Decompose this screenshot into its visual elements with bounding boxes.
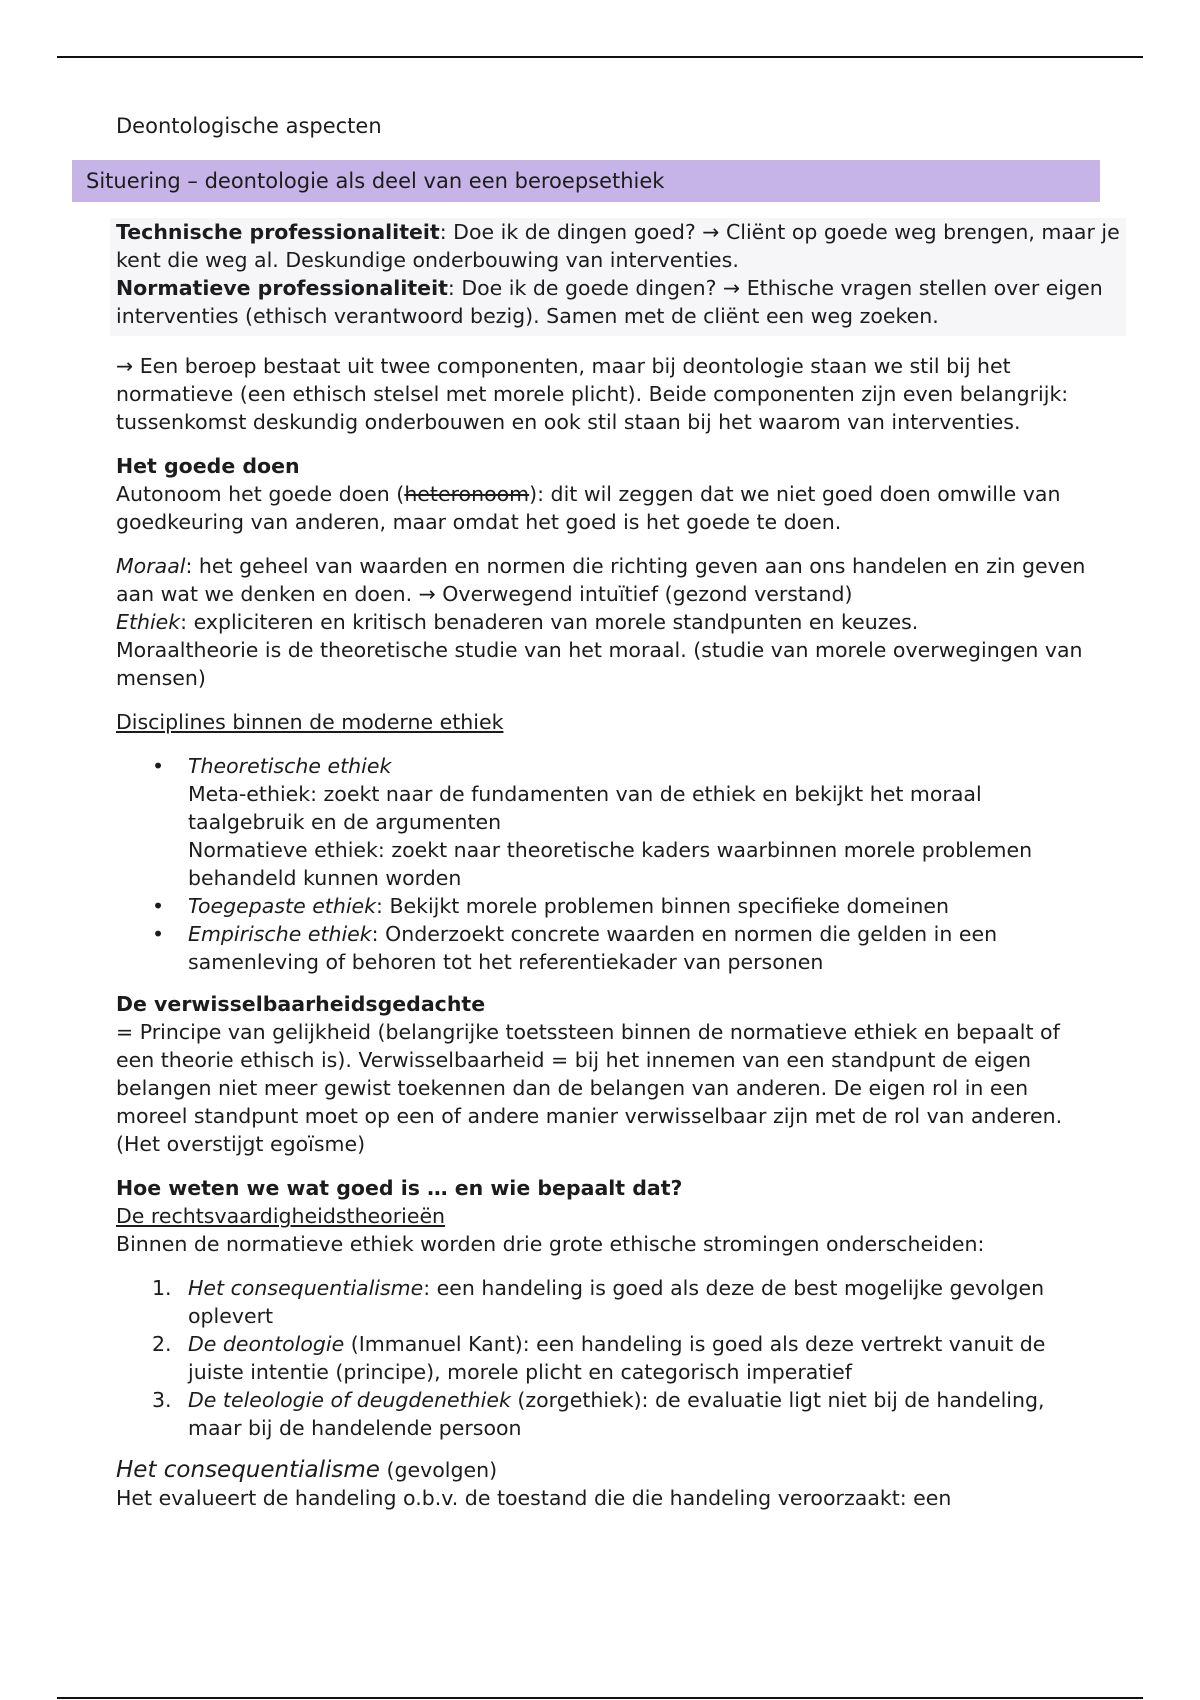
moraaltheorie-text: Moraaltheorie is de theoretische studie van het moraal. (studie van morele overwegingen van mensen) — [116, 638, 1083, 690]
list-item — [116, 752, 1096, 892]
goede-doen-heading: Het goede doen — [116, 454, 300, 478]
hoe-heading: Hoe weten we wat goed is … en wie bepaalt dat? — [116, 1176, 683, 1200]
term: Moraal — [116, 554, 186, 578]
definition: : een handeling is goed als deze de best mogelijke gevolgen oplevert — [188, 1276, 1045, 1328]
rechts-paragraph: Binnen de normatieve ethiek worden drie grote ethische stromingen onderscheiden: — [116, 1232, 985, 1256]
definition: : Onderzoekt concrete waarden en normen die gelden in een samenleving of behoren tot het referentiekader van personen — [188, 922, 998, 974]
text-part: Autonoom het goede doen ( — [116, 482, 405, 506]
technische-professionaliteit — [116, 218, 1126, 274]
term: Technische professionaliteit — [116, 220, 440, 244]
rechts-heading: De rechtsvaardigheidstheorieën — [116, 1204, 446, 1228]
disciplines-list — [116, 752, 1096, 976]
normatieve-professionaliteit — [116, 274, 1126, 330]
list-item — [116, 1330, 1096, 1386]
beroep-paragraph: → Een beroep bestaat uit twee componenten, maar bij deontologie staan we stil bij het normatieve (een ethisch stelsel met morele plicht). Beide componenten zijn even belangrijk: tussenkomst deskundig onderbouwen en ook stil staan bij het waarom van interventies. — [116, 354, 1069, 434]
suffix: (gevolgen) — [379, 1458, 498, 1482]
list-item — [116, 1274, 1096, 1330]
consequentialisme-heading — [116, 1456, 1096, 1484]
term: Het consequentialisme — [116, 1457, 380, 1483]
professionaliteit-block — [110, 218, 1126, 336]
consequentialisme-paragraph: Het evalueert de handeling o.b.v. de toestand die die handeling veroorzaakt: een — [116, 1486, 952, 1510]
definition: : het geheel van waarden en normen die richting geven aan ons handelen en zin geven aan wat we denken en doen. → Overwegend intuïtief (gezond verstand) — [116, 554, 1086, 606]
list-item — [116, 892, 1096, 920]
term: Empirische ethiek — [188, 922, 372, 946]
list-number: 3. — [152, 1388, 172, 1412]
term: De deontologie — [188, 1332, 345, 1356]
document-body — [86, 112, 1120, 1528]
sub-line: Meta-ethiek: zoekt naar de fundamenten van de ethiek en bekijkt het moraal taalgebruik en de argumenten — [188, 782, 982, 834]
term: De teleologie of deugdenethiek — [188, 1388, 511, 1412]
term: Theoretische ethiek — [188, 754, 392, 778]
sub-line: Normatieve ethiek: zoekt naar theoretische kaders waarbinnen morele problemen behandeld kunnen worden — [188, 838, 1033, 890]
definition: (Immanuel Kant): een handeling is goed als deze vertrekt vanuit de juiste intentie (principe), morele plicht en categorisch imperatief — [188, 1332, 1046, 1384]
list-number: 2. — [152, 1332, 172, 1356]
stromingen-list — [116, 1274, 1096, 1442]
verwissel-heading: De verwisselbaarheidsgedachte — [116, 992, 486, 1016]
list-item — [116, 1386, 1096, 1442]
verwissel-paragraph: = Principe van gelijkheid (belangrijke toetssteen binnen de normatieve ethiek en bepaalt of een theorie ethisch is). Verwisselbaarheid = bij het innemen van een standpunt de eigen belangen niet meer gewist toekennen dan de belangen van anderen. De eigen rol in een moreel standpunt moet op een of andere manier verwisselbaar zijn met de rol van anderen. (Het overstijgt egoïsme) — [116, 1020, 1063, 1156]
top-rule — [57, 56, 1143, 58]
bottom-rule — [57, 1697, 1143, 1699]
moraal-ethiek-paragraph — [116, 552, 1096, 692]
struck-word: heteronoom — [404, 482, 530, 506]
bullet-icon: • — [152, 922, 165, 946]
list-item — [116, 920, 1096, 976]
text-part: ): dit wil zeggen dat we niet goed doen omwille van goedkeuring van anderen, maar omdat het goed is het goede te doen. — [116, 482, 1061, 534]
definition: : Doe ik de dingen goed? → Cliënt op goede weg brengen, maar je kent die weg al. Deskundige onderbouwing van interventies. — [116, 220, 1120, 272]
term: Normatieve professionaliteit — [116, 276, 448, 300]
term: Toegepaste ethiek — [188, 894, 377, 918]
definition: : Bekijkt morele problemen binnen specifieke domeinen — [376, 894, 949, 918]
goede-doen-paragraph — [116, 480, 1096, 536]
page-title: Deontologische aspecten — [116, 114, 382, 138]
bullet-icon: • — [152, 894, 165, 918]
bullet-icon: • — [152, 754, 165, 778]
list-number: 1. — [152, 1276, 172, 1300]
definition: : expliciteren en kritisch benaderen van morele standpunten en keuzes. — [180, 610, 919, 634]
definition: (zorgethiek): de evaluatie ligt niet bij de handeling, maar bij de handelende persoon — [188, 1388, 1045, 1440]
definition: : Doe ik de goede dingen? → Ethische vragen stellen over eigen interventies (ethisch verantwoord bezig). Samen met de cliënt een weg zoeken. — [116, 276, 1103, 328]
term: Het consequentialisme — [188, 1276, 424, 1300]
section-heading-bar: Situering – deontologie als deel van een beroepsethiek — [72, 160, 1100, 202]
disciplines-heading: Disciplines binnen de moderne ethiek — [116, 710, 504, 734]
term: Ethiek — [116, 610, 181, 634]
